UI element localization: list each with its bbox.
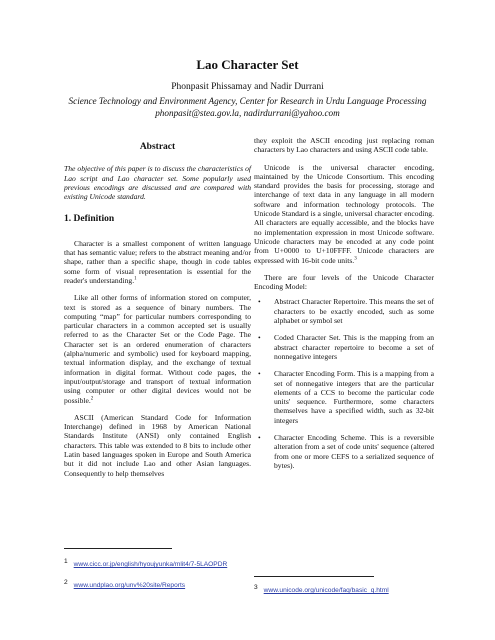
footnote-ref[interactable]: 3 [354,256,357,262]
list-item-text: Character Encoding Form. This is a mapping from a set of nonnegative integers that are the particular elements of a CCS to become the particular code units' sequence. Furthermore, some characters themselves have a specified width, such as 32-bit integers [274,369,434,425]
footnote-link[interactable]: www.undplao.org/unv%20site/Reports [73,582,186,589]
paragraph-binary [64,293,251,405]
bullet-icon: • [258,333,261,343]
footnote-2 [64,579,185,589]
paper-title: Lao Character Set [196,57,299,72]
list-item [254,433,434,470]
footnote-number: 3 [254,584,258,591]
paragraph-character [64,239,251,285]
list-item [254,297,434,325]
affiliation: Science Technology and Environment Agency, Center for Research in Urdu Language Processing [68,96,427,106]
abstract-text: The objective of this paper is to discuss the characteristics of Lao script and Lao character set. Some popularly used previous encodings are discussed and are compared with existing Unicode standard. [64,164,251,202]
list-item [254,369,434,425]
footnote-link[interactable]: www.unicode.org/unicode/faq/basic_q.html [263,587,389,594]
footnote-ref[interactable]: 1 [134,276,137,282]
section-heading-definition: 1. Definition [64,214,115,225]
left-column [64,136,251,486]
authors: Phonpasit Phissamay and Nadir Durrani [171,82,324,92]
footnote-link[interactable]: www.cicc.or.jp/english/hyoujyunka/mlit4/7-5LAOPDR [73,561,228,568]
bullet-icon: • [258,433,261,443]
abstract-heading: Abstract [139,142,176,152]
list-item-text: Abstract Character Repertoire. This means the set of characters to be exactly encoded, such as some alphabet or symbol set [274,297,434,326]
paragraph-text: Like all other forms of information stored on computer, text is stored as a sequence of binary numbers. The computing “map” for particular numbers corresponding to particular characters in a common accepted set is usually referred to as the Character Set or the Code Page. The Character set is an ordered enumeration of characters (alpha/numeric and symbolic) used for keyboard mapping, textual information display, and the exchange of textual information in digital format. Without code pages, the input/output/storage and transport of textual information using computer or other digital devices would not be possible. [64,293,251,405]
levels-intro: There are four levels of the Unicode Character Encoding Model: [254,272,434,292]
footnote-number: 2 [64,579,68,586]
footnote-ref[interactable]: 2 [90,396,94,401]
list-item-text: Character Encoding Scheme. This is a reversible alteration from a set of code units' sequence (altered from one or more CEFS to a serialized sequence of bytes). [274,433,434,470]
footnote-rule-left [64,548,172,549]
paragraph-text: Character is a smallest component of written language that has semantic value; refers to the abstract meaning and/or shape, rather than a specific shape, though in code tables some form of visual representation is essential for the reader's understanding. [64,238,251,285]
right-column [254,136,434,478]
levels-list [254,297,434,470]
author-emails: phonpasit@stea.gov.la, nadirdurrani@yahoo.com [155,108,340,118]
paragraph-text: Unicode is the universal character encoding, maintained by the Unicode Consortium. This encoding standard provides the basis for processing, storage and interchange of text data in any language in all modern software and information technology protocols. The Unicode Standard is a single, universal character encoding. All characters are equally accessible, and the blocks have no implementation expression in most Unicode software. Unicode characters may be encoded at any code point from U+0000 to U+10FFFF. Unicode characters are expressed with 16-bit code units. [254,162,434,265]
footnote-1 [64,558,227,568]
list-item-text: Coded Character Set. This is the mapping from an abstract character repertoire to become a set of nonnegative integers [274,333,434,361]
paragraph-continued: they exploit the ASCII encoding just replacing roman characters by Lao characters and using ASCII code table. [254,136,434,155]
footnote-3 [254,584,389,594]
paragraph-unicode [254,163,434,265]
bullet-icon: • [258,369,261,379]
list-item [254,333,434,361]
bullet-icon: • [258,297,261,307]
footnote-rule-right [254,576,374,577]
footnote-number: 1 [64,558,68,565]
paragraph-ascii: ASCII (American Standard Code for Information Interchange) defined in 1968 by American National Standards Institute (ANSI) only contained English characters. This table was extended to 8 bits to include other Latin based languages spoken in Europe and South America but it did not include Lao and other Asian languages. Consequently to help themselves [64,412,251,478]
